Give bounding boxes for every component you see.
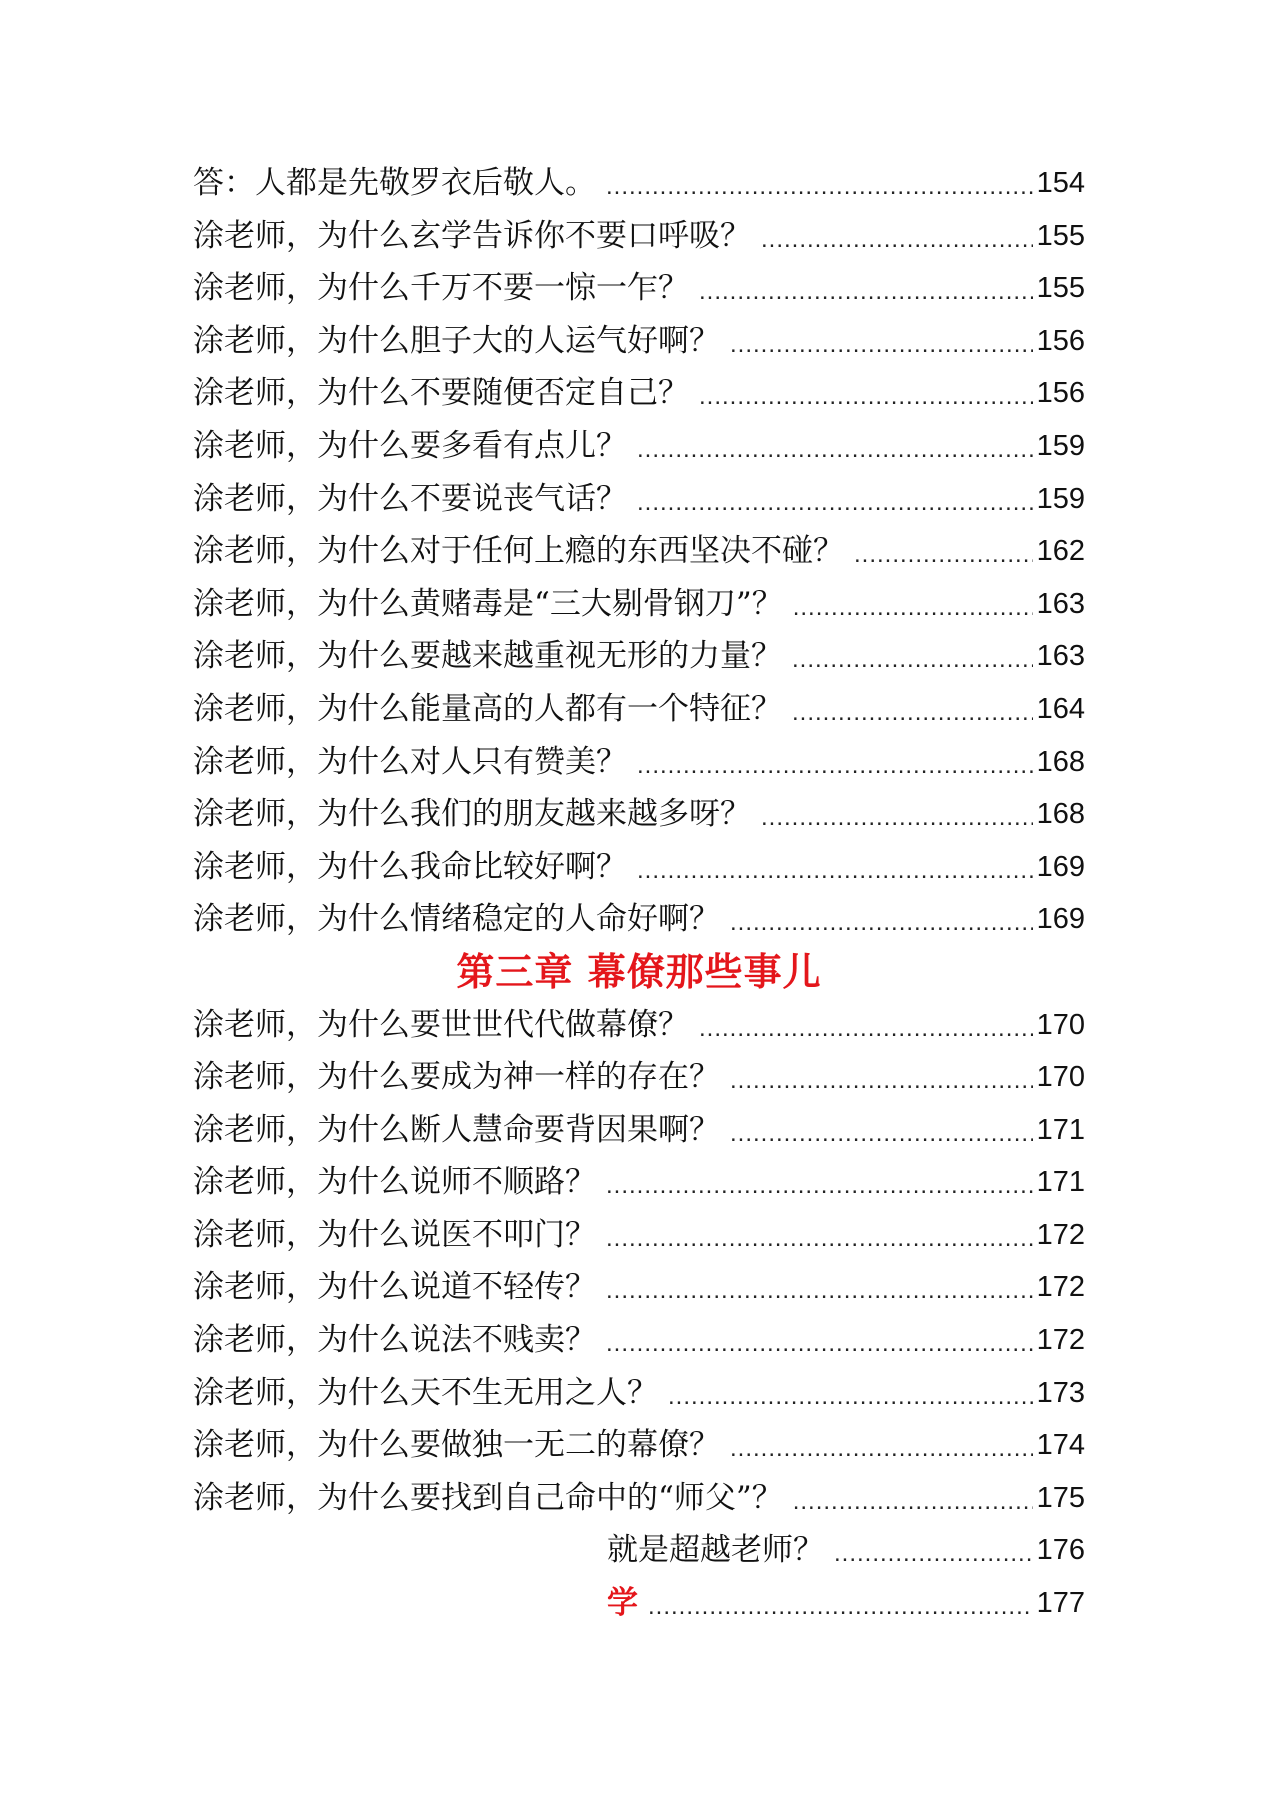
dot-leader: [668, 1371, 1033, 1424]
toc-entry-page: 155: [1036, 272, 1085, 305]
toc-entry-title: 就是超越老师？: [607, 1532, 824, 1569]
toc-entry[interactable]: [193, 262, 1085, 315]
toc-entry-title: 涂老师，为什么断人慧命要背因果啊？: [193, 1111, 720, 1148]
toc-entry-title: 涂老师，为什么对于任何上瘾的东西坚决不碰？: [193, 533, 844, 570]
toc-entry-page: 155: [1036, 219, 1085, 252]
dot-leader: [606, 1213, 1033, 1266]
dot-leader: [793, 582, 1033, 635]
toc-entry-page: 177: [1036, 1587, 1085, 1620]
toc-entry-title: 涂老师，为什么胆子大的人运气好啊？: [193, 322, 720, 359]
toc-entry[interactable]: [193, 841, 1085, 894]
toc-entry-title: 涂老师，为什么我们的朋友越来越多呀？: [193, 796, 751, 833]
toc-entry[interactable]: [193, 1367, 1085, 1420]
toc-entry-page: 156: [1036, 377, 1085, 410]
toc-entry-page: 171: [1036, 1166, 1085, 1199]
toc-entry[interactable]: [193, 1209, 1085, 1262]
toc-entry-page: 169: [1036, 903, 1085, 936]
dot-leader: [793, 1476, 1033, 1529]
toc-entry-page: 171: [1036, 1113, 1085, 1146]
toc-entry[interactable]: [193, 893, 1085, 946]
toc-entry-page: 172: [1036, 1324, 1085, 1357]
toc-entry-title: 涂老师，为什么要成为神一样的存在？: [193, 1059, 720, 1096]
toc-entry-page: 173: [1036, 1376, 1085, 1409]
toc-entry[interactable]: [193, 525, 1085, 578]
toc-entry[interactable]: [193, 683, 1085, 736]
toc-entry-title: 涂老师，为什么千万不要一惊一乍？: [193, 270, 689, 307]
toc-entry-page: 164: [1036, 692, 1085, 725]
toc-entry-page: 174: [1036, 1429, 1085, 1462]
table-of-contents: [193, 157, 1085, 1630]
toc-entry[interactable]: [193, 420, 1085, 473]
dot-leader: [761, 792, 1033, 845]
chapter-heading: 第三章 幕僚那些事儿: [456, 949, 822, 994]
toc-entry-title: 涂老师，为什么说师不顺路？: [193, 1164, 596, 1201]
toc-entry[interactable]: [193, 1524, 1085, 1577]
toc-entry[interactable]: [193, 1261, 1085, 1314]
dot-leader: [834, 1528, 1033, 1581]
toc-entry-page: 172: [1036, 1218, 1085, 1251]
toc-entry-title: 涂老师，为什么能量高的人都有一个特征？: [193, 690, 782, 727]
toc-entry-page: 170: [1036, 1061, 1085, 1094]
dot-leader: [792, 634, 1033, 687]
dot-leader: [730, 319, 1033, 372]
dot-leader: [730, 1108, 1033, 1161]
toc-entry-title: 涂老师，为什么要多看有点儿？: [193, 427, 627, 464]
toc-entry[interactable]: [193, 473, 1085, 526]
dot-leader: [637, 740, 1033, 793]
toc-entry[interactable]: [193, 367, 1085, 420]
toc-entry-page: 168: [1036, 798, 1085, 831]
toc-entry-title: 涂老师，为什么我命比较好啊？: [193, 848, 627, 885]
toc-section-partial: [193, 1524, 1085, 1629]
toc-entry[interactable]: [193, 210, 1085, 263]
dot-leader: [854, 529, 1033, 582]
toc-entry-page: 168: [1036, 745, 1085, 778]
dot-leader: [699, 1003, 1033, 1056]
toc-entry[interactable]: [193, 1419, 1085, 1472]
toc-entry-title: 涂老师，为什么不要随便否定自己？: [193, 375, 689, 412]
dot-leader: [730, 897, 1033, 950]
toc-entry-page: 176: [1036, 1534, 1085, 1567]
toc-entry-title: 涂老师，为什么不要说丧气话？: [193, 480, 627, 517]
toc-entry[interactable]: [193, 788, 1085, 841]
toc-entry-page: 163: [1036, 640, 1085, 673]
toc-entry-title: 涂老师，为什么说法不贱卖？: [193, 1322, 596, 1359]
toc-entry-title: 涂老师，为什么情绪稳定的人命好啊？: [193, 901, 720, 938]
toc-entry-title: 涂老师，为什么要做独一无二的幕僚？: [193, 1427, 720, 1464]
toc-entry-title: 涂老师，为什么黄赌毒是“三大剔骨钢刀”？: [193, 585, 783, 622]
toc-entry[interactable]: [193, 1051, 1085, 1104]
toc-entry-page: 170: [1036, 1008, 1085, 1041]
dot-leader: [606, 161, 1033, 214]
toc-entry-title: 涂老师，为什么要世世代代做幕僚？: [193, 1006, 689, 1043]
dot-leader: [730, 1055, 1033, 1108]
toc-entry-page: 159: [1036, 429, 1085, 462]
toc-entry-title: 答：人都是先敬罗衣后敬人。: [193, 165, 596, 201]
toc-entry[interactable]: [193, 1104, 1085, 1157]
toc-section-after: [193, 999, 1085, 1525]
toc-entry[interactable]: [193, 315, 1085, 368]
dot-leader: [637, 845, 1033, 898]
toc-entry-page: 154: [1036, 167, 1085, 199]
dot-leader: [699, 266, 1033, 319]
dot-leader: [730, 1423, 1033, 1476]
toc-entry[interactable]: [193, 1472, 1085, 1525]
toc-entry[interactable]: [193, 578, 1085, 631]
toc-entry[interactable]: [193, 736, 1085, 789]
dot-leader: [606, 1318, 1033, 1371]
toc-entry-title: 涂老师，为什么玄学告诉你不要口呼吸？: [193, 217, 751, 254]
toc-entry-page: 175: [1036, 1481, 1085, 1514]
toc-entry-title: 涂老师，为什么要找到自己命中的“师父”？: [193, 1479, 783, 1516]
dot-leader: [761, 214, 1033, 267]
toc-entry[interactable]: [193, 1314, 1085, 1367]
dot-leader: [792, 687, 1033, 740]
toc-entry-page: 162: [1036, 535, 1085, 568]
toc-section-before: [193, 157, 1085, 946]
toc-entry-page: 169: [1036, 850, 1085, 883]
toc-entry[interactable]: [193, 1577, 1085, 1630]
toc-entry-title: 涂老师，为什么对人只有赞美？: [193, 743, 627, 780]
toc-entry[interactable]: [193, 157, 1085, 210]
dot-leader: [606, 1265, 1033, 1318]
dot-leader: [637, 424, 1033, 477]
toc-entry-title: 涂老师，为什么说道不轻传？: [193, 1269, 596, 1306]
toc-entry-title: 学: [607, 1585, 638, 1622]
toc-entry[interactable]: [193, 999, 1085, 1052]
toc-entry-title: 涂老师，为什么天不生无用之人？: [193, 1374, 658, 1411]
dot-leader: [648, 1581, 1033, 1634]
dot-leader: [637, 477, 1033, 530]
toc-entry-page: 163: [1036, 587, 1085, 620]
toc-entry-title: 涂老师，为什么说医不叩门？: [193, 1216, 596, 1253]
toc-entry-page: 172: [1036, 1271, 1085, 1304]
toc-entry-page: 156: [1036, 324, 1085, 357]
toc-entry[interactable]: [193, 630, 1085, 683]
toc-entry-page: 159: [1036, 482, 1085, 515]
toc-entry-title: 涂老师，为什么要越来越重视无形的力量？: [193, 638, 782, 675]
dot-leader: [606, 1160, 1033, 1213]
dot-leader: [699, 371, 1033, 424]
toc-entry[interactable]: [193, 1156, 1085, 1209]
